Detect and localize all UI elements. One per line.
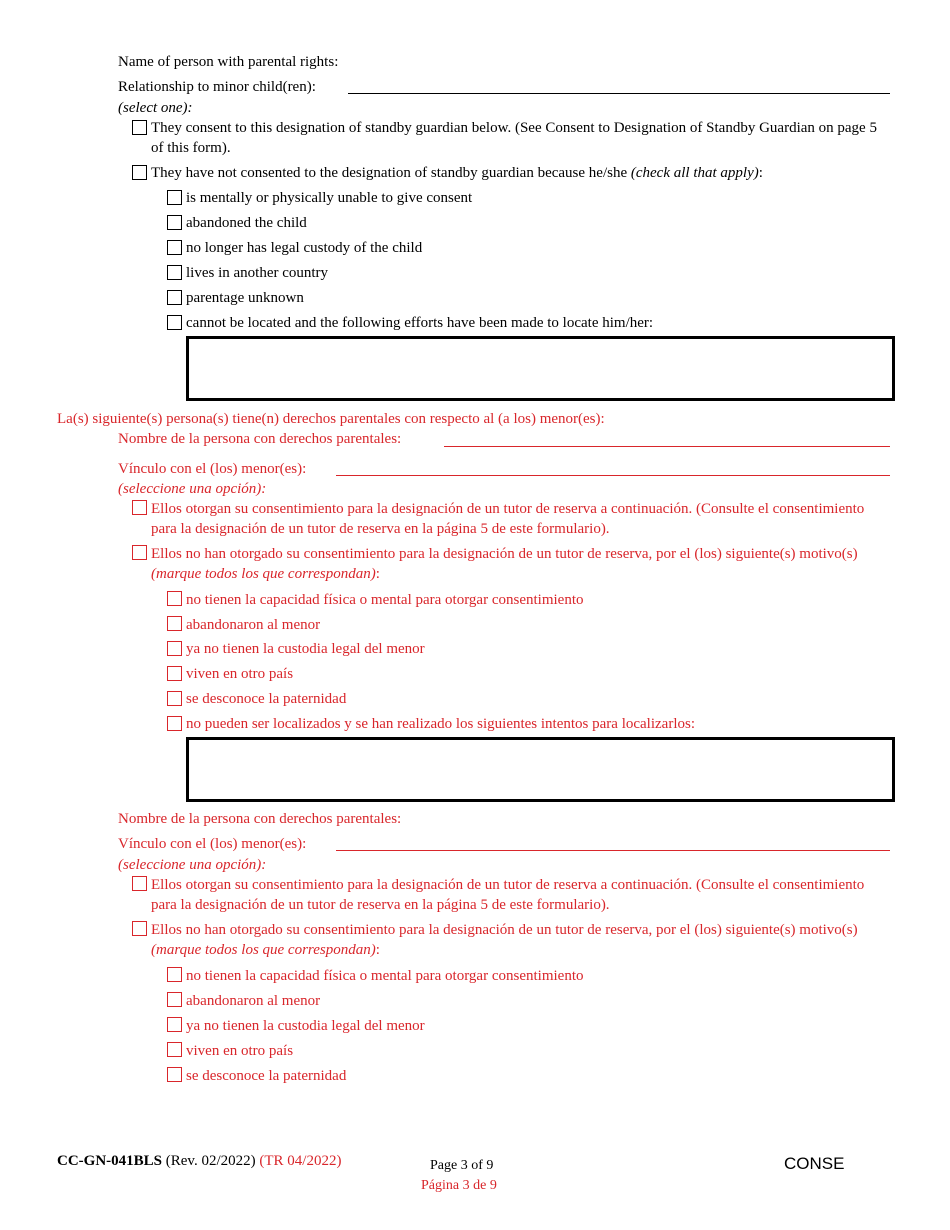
en-reason-label: abandoned the child	[186, 215, 307, 231]
es2-relationship-field[interactable]	[336, 850, 890, 851]
en-reason-label: is mentally or physically unable to give consent	[186, 190, 473, 206]
en-relationship-field[interactable]	[348, 93, 890, 94]
en-not-consent-option: They have not consented to the designation of standby guardian because he/she (check all that apply):	[151, 165, 763, 181]
en-reason-checkbox[interactable]	[167, 240, 182, 255]
es2-reason-label: viven en otro país	[186, 1043, 294, 1059]
es1-name-field[interactable]	[444, 446, 890, 447]
en-reason-label: lives in another country	[186, 265, 329, 281]
en-reason-checkbox[interactable]	[167, 265, 182, 280]
en-reason-checkbox[interactable]	[167, 215, 182, 230]
es1-reason-checkbox[interactable]	[167, 691, 182, 706]
es-heading: La(s) siguiente(s) persona(s) tiene(n) derechos parentales con respecto al (a los) menor(es):	[57, 411, 605, 427]
en-reason-checkbox[interactable]	[167, 190, 182, 205]
es2-reason-checkbox[interactable]	[167, 1042, 182, 1057]
en-consent-option: They consent to this designation of standby guardian below. (See Consent to Designation of Standby Guardian on page 5 of this form).	[151, 120, 877, 156]
es2-reason-checkbox[interactable]	[167, 1067, 182, 1082]
footer-code: CONSE	[784, 1154, 845, 1173]
es1-relationship-field[interactable]	[336, 475, 890, 476]
es2-reason-checkbox[interactable]	[167, 967, 182, 982]
en-locate-efforts-textbox[interactable]	[186, 336, 895, 401]
es1-reason-checkbox[interactable]	[167, 666, 182, 681]
en-relationship-label: Relationship to minor child(ren):	[118, 79, 316, 95]
es2-reason-label: abandonaron al menor	[186, 993, 321, 1009]
footer-page-en: Page 3 of 9	[430, 1158, 494, 1173]
es2-reason-checkbox[interactable]	[167, 992, 182, 1007]
es2-not-consent-option: Ellos no han otorgado su consentimiento para la designación de un tutor de reserva, por el (los) siguiente(s) motivo(s) (marque todos los que correspondan):	[151, 922, 858, 958]
es1-reason-checkbox[interactable]	[167, 716, 182, 731]
es1-not-consent-checkbox[interactable]	[132, 545, 147, 560]
es1-reason-checkbox[interactable]	[167, 616, 182, 631]
es1-select-one: (seleccione una opción):	[118, 481, 267, 497]
es2-relationship-label: Vínculo con el (los) menor(es):	[118, 836, 307, 852]
es2-reason-checkbox[interactable]	[167, 1017, 182, 1032]
en-select-one: (select one):	[118, 100, 193, 116]
es1-reason-checkbox[interactable]	[167, 641, 182, 656]
en-reason-checkbox[interactable]	[167, 315, 182, 330]
es1-locate-efforts-textbox[interactable]	[186, 737, 895, 802]
es1-reason-label: abandonaron al menor	[186, 617, 321, 633]
es2-select-one: (seleccione una opción):	[118, 857, 267, 873]
es2-reason-label: no tienen la capacidad física o mental para otorgar consentimiento	[186, 968, 584, 984]
es2-name-label: Nombre de la persona con derechos parentales:	[118, 811, 402, 827]
es1-consent-checkbox[interactable]	[132, 500, 147, 515]
es1-name-label: Nombre de la persona con derechos parentales:	[118, 431, 402, 447]
en-reason-checkbox[interactable]	[167, 290, 182, 305]
es2-reason-label: ya no tienen la custodia legal del menor	[186, 1018, 425, 1034]
es1-reason-label: no tienen la capacidad física o mental para otorgar consentimiento	[186, 592, 584, 608]
es1-reason-label: se desconoce la paternidad	[186, 691, 347, 707]
es1-relationship-label: Vínculo con el (los) menor(es):	[118, 461, 307, 477]
es1-reason-checkbox[interactable]	[167, 591, 182, 606]
en-name-label: Name of person with parental rights:	[118, 54, 339, 70]
es2-consent-checkbox[interactable]	[132, 876, 147, 891]
en-not-consent-checkbox[interactable]	[132, 165, 147, 180]
en-reason-label: parentage unknown	[186, 290, 304, 306]
es1-reason-label: no pueden ser localizados y se han realizado los siguientes intentos para localizarlos:	[186, 716, 695, 732]
es1-consent-option: Ellos otorgan su consentimiento para la designación de un tutor de reserva a continuación. (Consulte el consentimiento para la designación de un tutor de reserva en la página 5 de este formulario).	[151, 501, 865, 537]
footer-page-es: Página 3 de 9	[421, 1178, 497, 1193]
footer-form-id: CC-GN-041BLS (Rev. 02/2022) (TR 04/2022)	[57, 1153, 342, 1169]
es1-not-consent-option: Ellos no han otorgado su consentimiento para la designación de un tutor de reserva, por el (los) siguiente(s) motivo(s) (marque todos los que correspondan):	[151, 546, 858, 582]
en-reason-label: no longer has legal custody of the child	[186, 240, 423, 256]
es2-not-consent-checkbox[interactable]	[132, 921, 147, 936]
es2-consent-option: Ellos otorgan su consentimiento para la designación de un tutor de reserva a continuación. (Consulte el consentimiento para la designación de un tutor de reserva en la página 5 de este formulario).	[151, 877, 865, 913]
es2-reason-label: se desconoce la paternidad	[186, 1068, 347, 1084]
en-reason-label: cannot be located and the following efforts have been made to locate him/her:	[186, 315, 654, 331]
en-consent-checkbox[interactable]	[132, 120, 147, 135]
es1-reason-label: ya no tienen la custodia legal del menor	[186, 641, 425, 657]
es1-reason-label: viven en otro país	[186, 666, 294, 682]
